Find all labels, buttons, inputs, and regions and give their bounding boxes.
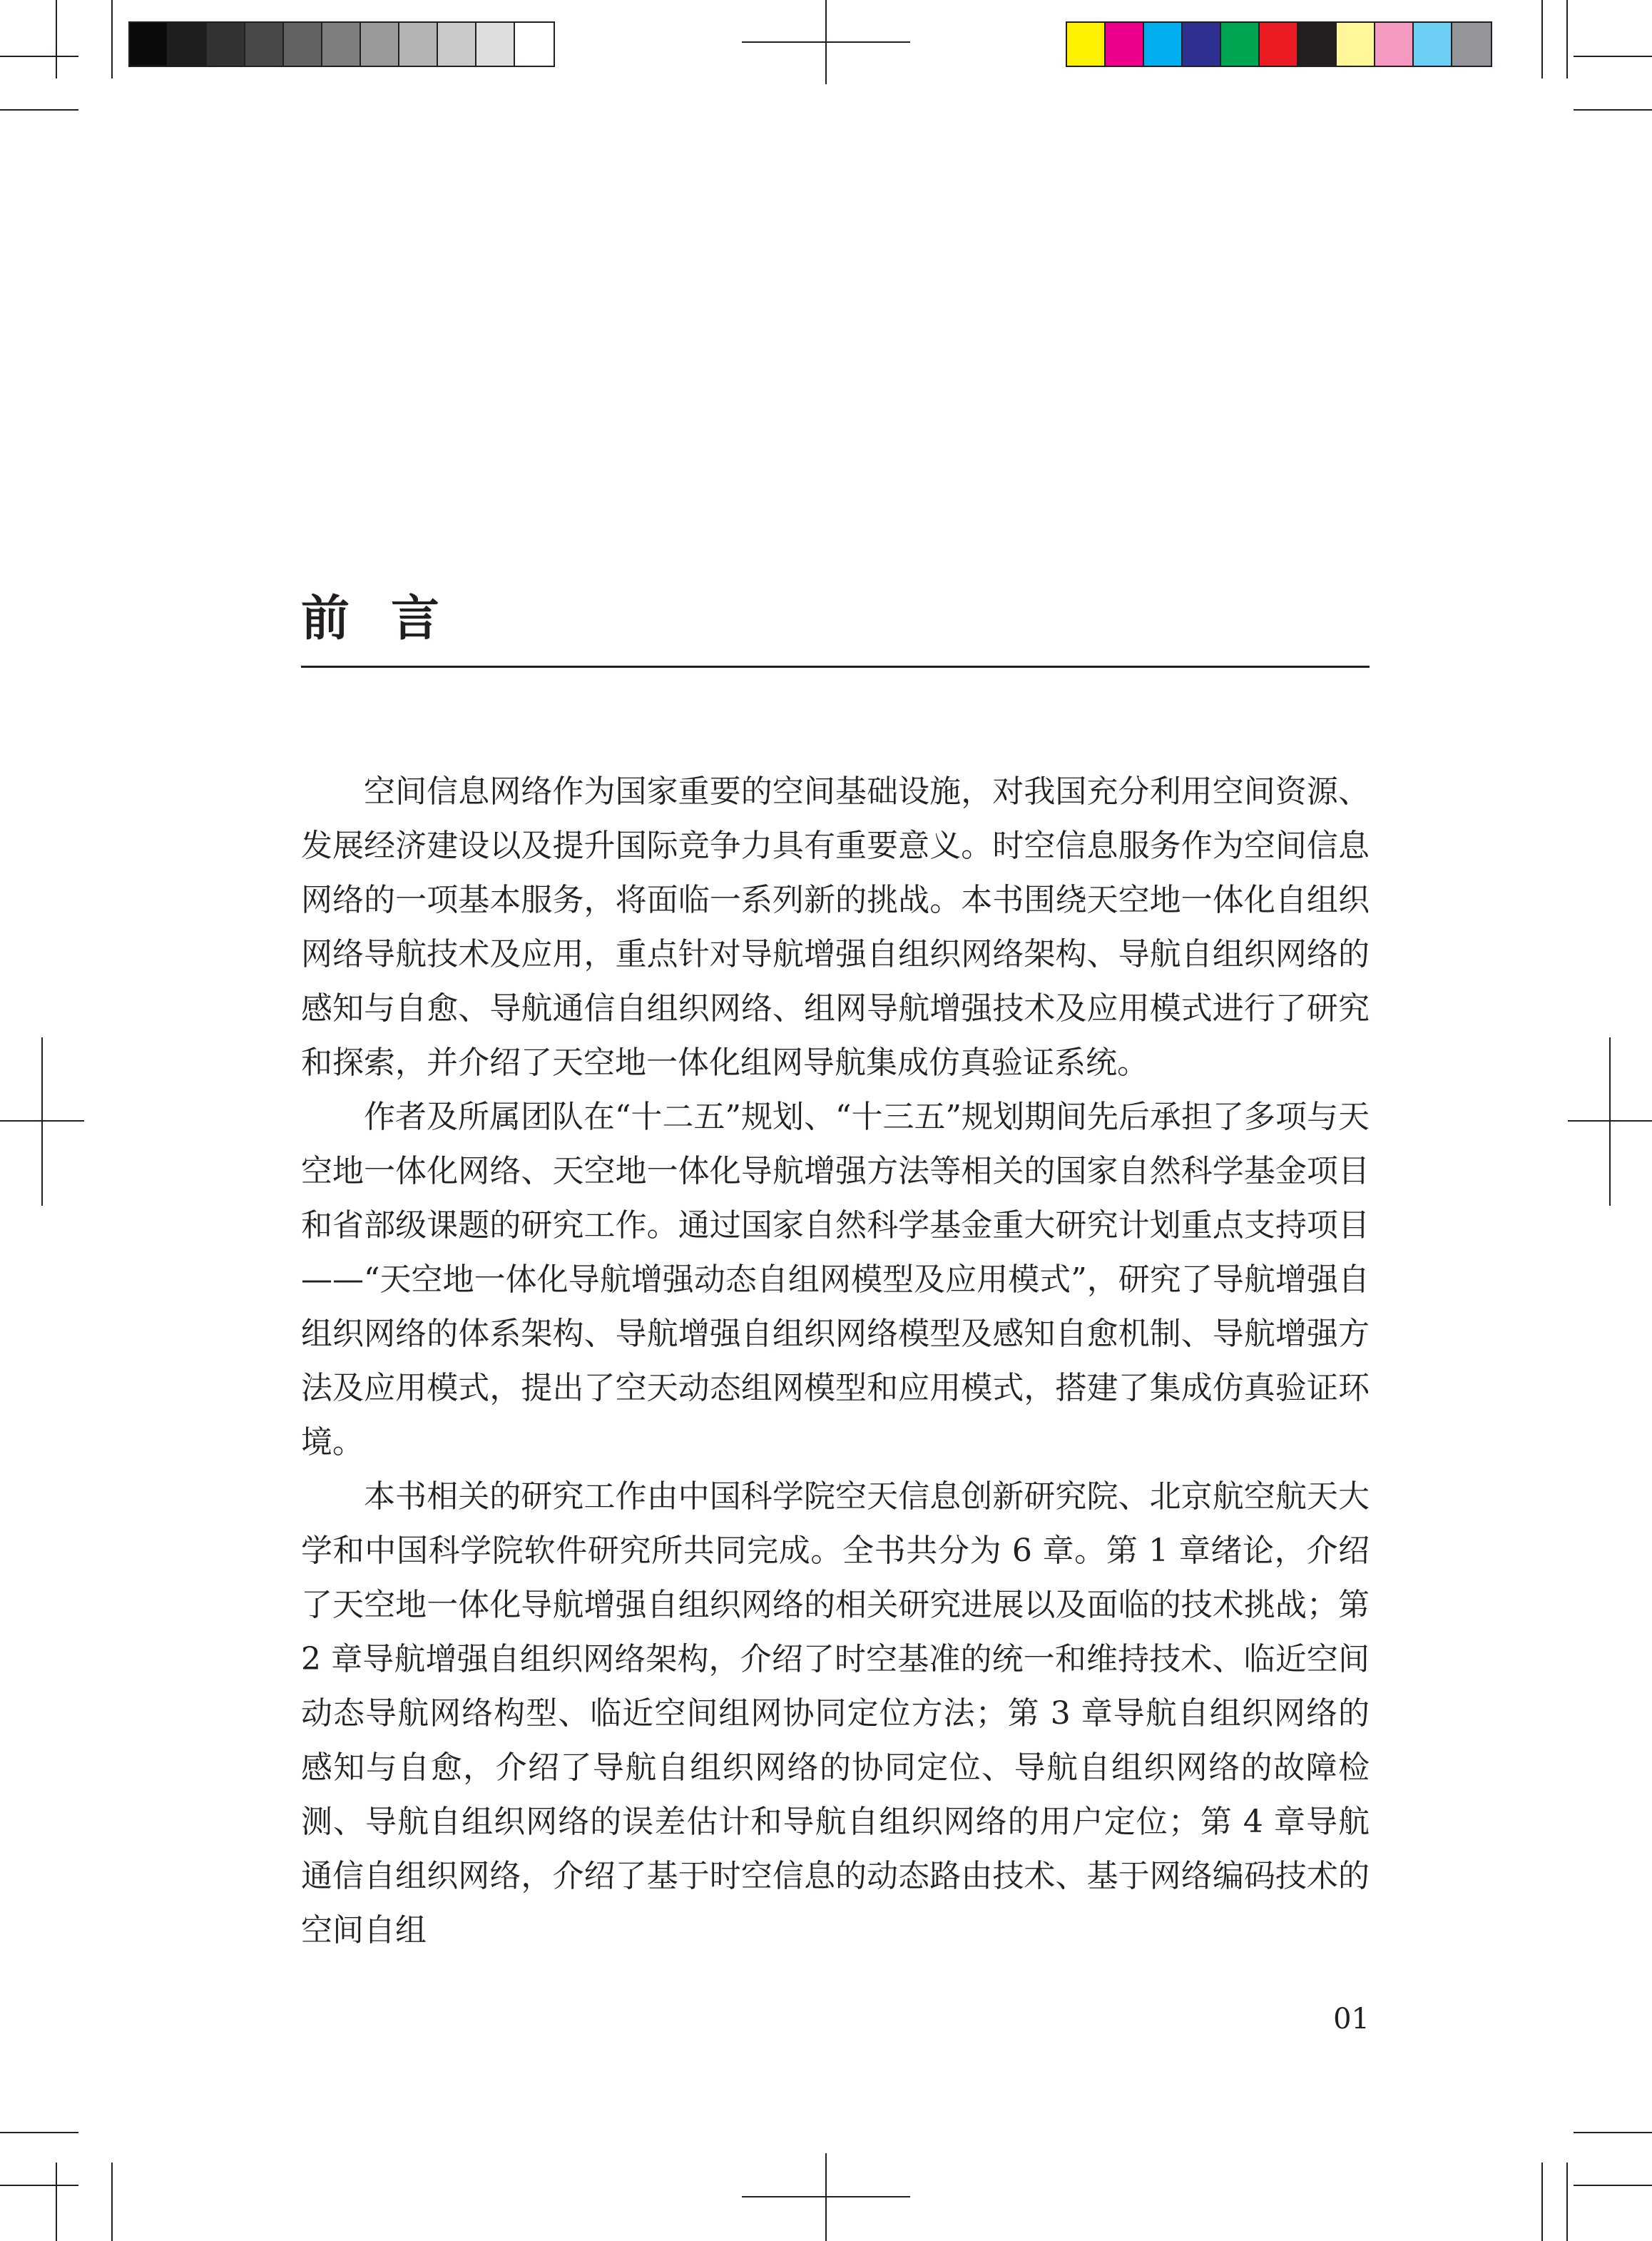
crop-mark [0,2185,78,2186]
calibration-swatch [1414,23,1452,66]
calibration-swatch [1298,23,1337,66]
calibration-swatch [1183,23,1221,66]
calibration-swatch [1452,23,1491,66]
calibration-swatch [284,23,322,66]
grayscale-calibration-bar [128,21,555,67]
calibration-swatch [515,23,554,66]
preface-paragraph: 空间信息网络作为国家重要的空间基础设施，对我国充分利用空间资源、发展经济建设以及提升国际竞争力具有重要意义。时空信息服务作为空间信息网络的一项基本服务，将面临一系列新的挑战。本书围绕天空地一体化自组织网络导航技术及应用，重点针对导航增强自组织网络架构、导航自组织网络的感知与自愈、导航通信自组织网络、组网导航增强技术及应用模式进行了研究和探索，并介绍了天空地一体化组网导航集成仿真验证系统。 [301,773,1370,1081]
registration-mark [1609,1037,1611,1206]
calibration-swatch [1337,23,1375,66]
registration-mark [742,41,910,43]
calibration-swatch [1375,23,1414,66]
calibration-swatch [1106,23,1144,66]
calibration-swatch [399,23,438,66]
crop-mark [1541,0,1543,78]
crop-mark [56,2163,57,2241]
calibration-swatch [207,23,245,66]
calibration-swatch [168,23,207,66]
crop-mark [1574,56,1652,57]
calibration-swatch [130,23,168,66]
title-rule [301,666,1370,668]
crop-mark [1574,2185,1652,2186]
calibration-swatch [1067,23,1106,66]
crop-mark [111,0,113,78]
crop-mark [1574,109,1652,111]
preface-body [301,765,1370,1958]
crop-mark [1566,0,1568,78]
crop-mark [0,109,78,111]
preface-paragraph: 本书相关的研究工作由中国科学院空天信息创新研究院、北京航空航天大学和中国科学院软件研究所共同完成。全书共分为 6 章。第 1 章绪论，介绍了天空地一体化导航增强自组织网络的相关研究进展以及面临的技术挑战；第 2 章导航增强自组织网络架构，介绍了时空基准的统一和维持技术、临近空间动态导航网络构型、临近空间组网协同定位方法；第 3 章导航自组织网络的感知与自愈，介绍了导航自组织网络的协同定位、导航自组织网络的故障检测、导航自组织网络的误差估计和导航自组织网络的用户定位；第 4 章导航通信自组织网络，介绍了基于时空信息的动态路由技术、基于网络编码技术的空间自组 [301,1478,1370,1948]
preface-paragraph: 作者及所属团队在“十二五”规划、“十三五”规划期间先后承担了多项与天空地一体化网络、天空地一体化导航增强方法等相关的国家自然科学基金项目和省部级课题的研究工作。通过国家自然科学基金重大研究计划重点支持项目——“天空地一体化导航增强动态自组网模型及应用模式”，研究了导航增强自组织网络的体系架构、导航增强自组织网络模型及感知自愈机制、导航增强方法及应用模式，提出了空天动态组网模型和应用模式，搭建了集成仿真验证环境。 [301,1099,1370,1460]
crop-mark [0,56,78,57]
crop-mark [1566,2163,1568,2241]
calibration-swatch [438,23,476,66]
calibration-swatch [245,23,284,66]
crop-mark [0,2132,78,2133]
page-title: 前言 [301,590,481,647]
calibration-swatch [476,23,515,66]
calibration-swatch [322,23,361,66]
calibration-swatch [361,23,399,66]
crop-mark [1574,2132,1652,2133]
calibration-swatch [1144,23,1183,66]
color-calibration-bar [1066,21,1492,67]
crop-mark [1541,2163,1543,2241]
page-number: 01 [1333,2003,1370,2036]
calibration-swatch [1260,23,1298,66]
crop-mark [111,2163,113,2241]
registration-mark [41,1037,43,1206]
registration-mark [742,2196,910,2197]
calibration-swatch [1221,23,1260,66]
crop-mark [56,0,57,78]
